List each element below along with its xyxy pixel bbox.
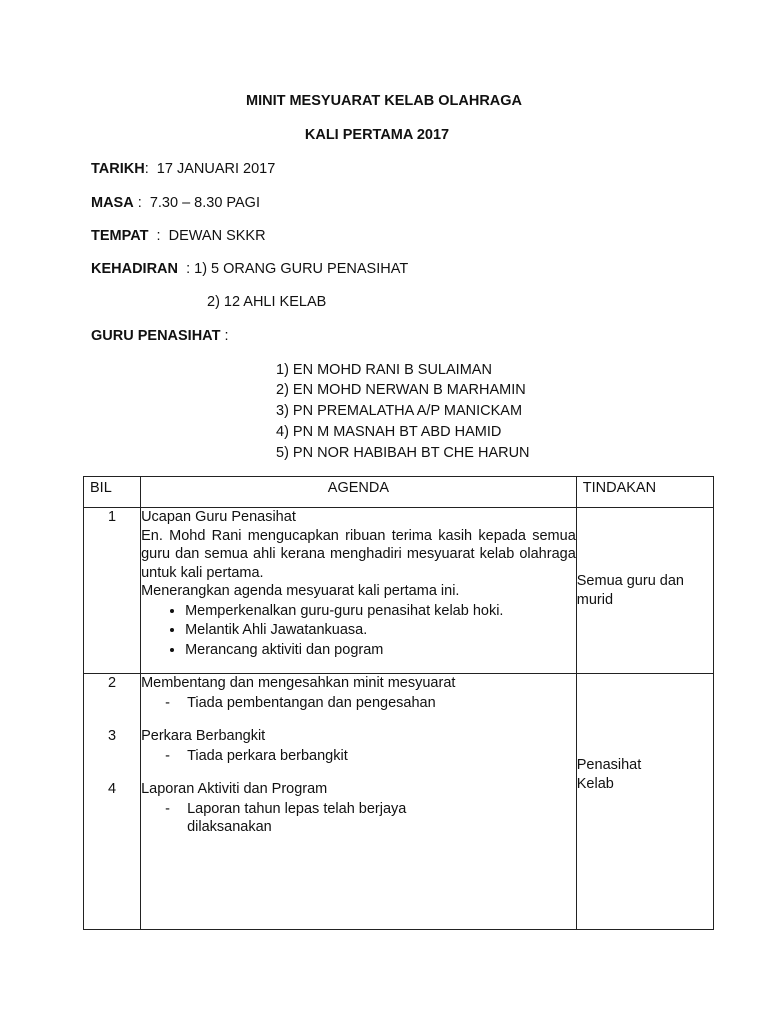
- document-subtitle: KALI PERTAMA 2017: [304, 127, 450, 143]
- row-number: 1: [84, 508, 141, 674]
- header-bil: BIL: [84, 477, 141, 508]
- agenda-cell: [141, 674, 577, 930]
- agenda-heading: Perkara Berbangkit: [141, 728, 266, 744]
- table-row: [84, 508, 714, 674]
- agenda-dash-item: [141, 800, 417, 837]
- kehadiran-item: 2) 12 AHLI KELAB: [207, 294, 327, 310]
- agenda-dash-text: Tiada perkara berbangkit: [187, 747, 348, 764]
- tempat-label: TEMPAT: [91, 228, 149, 244]
- guru-penasihat-sep: :: [224, 328, 229, 344]
- tempat-line: [91, 227, 266, 245]
- advisor-name: 4) PN M MASNAH BT ABD HAMID: [276, 424, 502, 440]
- agenda-paragraph: En. Mohd Rani mengucapkan ribuan terima kasih kepada semua guru dan semua ahli kerana menghadiri mesyuarat kelab olahraga untuk kali pertama.: [141, 527, 576, 581]
- kehadiran-label: KEHADIRAN: [91, 261, 178, 277]
- masa-label: MASA: [91, 195, 134, 211]
- tempat-value: DEWAN SKKR: [168, 228, 266, 244]
- tempat-sep: :: [156, 228, 161, 244]
- masa-value: 7.30 – 8.30 PAGI: [149, 195, 260, 211]
- agenda-item: [141, 727, 576, 780]
- minutes-table: [83, 476, 714, 930]
- advisor-name: 1) EN MOHD RANI B SULAIMAN: [276, 362, 492, 378]
- row-number: 4: [108, 781, 117, 797]
- tarikh-value: 17 JANUARI 2017: [156, 161, 276, 177]
- row-number: 3: [108, 728, 117, 744]
- dash-symbol: -: [165, 800, 170, 817]
- tindakan-cell: Semua guru dan murid: [576, 508, 713, 674]
- agenda-cell: [141, 508, 577, 674]
- agenda-bullet: • Memperkenalkan guru-guru penasihat kelab hoki.: [185, 602, 576, 621]
- document-title: MINIT MESYUARAT KELAB OLAHRAGA: [245, 93, 523, 109]
- tarikh-label: TARIKH: [91, 161, 145, 177]
- tindakan-text: Penasihat Kelab: [576, 757, 642, 792]
- row-numbers-cell: [84, 674, 141, 930]
- table-header-row: [84, 477, 714, 508]
- agenda-dash-item: [141, 694, 576, 713]
- agenda-bullet-list: [141, 602, 576, 660]
- tindakan-cell: [576, 674, 713, 930]
- kehadiran-item: 1) 5 ORANG GURU PENASIHAT: [194, 261, 409, 277]
- kehadiran-line: [91, 260, 408, 278]
- dash-symbol: -: [165, 694, 170, 711]
- agenda-dash-text: Tiada pembentangan dan pengesahan: [187, 694, 436, 711]
- kehadiran-sep: :: [186, 261, 191, 277]
- advisor-name: 3) PN PREMALATHA A/P MANICKAM: [276, 403, 523, 419]
- row-number: 2: [108, 675, 117, 691]
- guru-penasihat-label: GURU PENASIHAT: [91, 328, 221, 344]
- advisor-name: 5) PN NOR HABIBAH BT CHE HARUN: [276, 445, 530, 461]
- agenda-line: Menerangkan agenda mesyuarat kali pertama ini.: [141, 583, 460, 599]
- tarikh-sep: :: [144, 161, 149, 177]
- tarikh-line: [91, 160, 275, 178]
- agenda-heading: Membentang dan mengesahkan minit mesyuarat: [141, 675, 456, 691]
- masa-line: [91, 194, 260, 212]
- agenda-heading: Ucapan Guru Penasihat: [141, 509, 296, 525]
- masa-sep: :: [137, 195, 142, 211]
- table-row: [84, 674, 714, 930]
- agenda-item: [141, 674, 576, 727]
- agenda-heading: Laporan Aktiviti dan Program: [141, 781, 328, 797]
- agenda-item: [141, 780, 576, 837]
- header-tindakan: TINDAKAN: [576, 477, 713, 508]
- agenda-bullet: • Merancang aktiviti dan pogram: [185, 641, 576, 660]
- agenda-dash-text: Laporan tahun lepas telah berjaya dilaksanakan: [187, 800, 407, 835]
- advisor-name: 2) EN MOHD NERWAN B MARHAMIN: [276, 382, 526, 398]
- agenda-dash-item: [141, 747, 576, 766]
- guru-penasihat-line: [91, 327, 229, 345]
- agenda-bullet: • Melantik Ahli Jawatankuasa.: [185, 621, 576, 640]
- header-agenda: AGENDA: [141, 477, 577, 508]
- dash-symbol: -: [165, 747, 170, 764]
